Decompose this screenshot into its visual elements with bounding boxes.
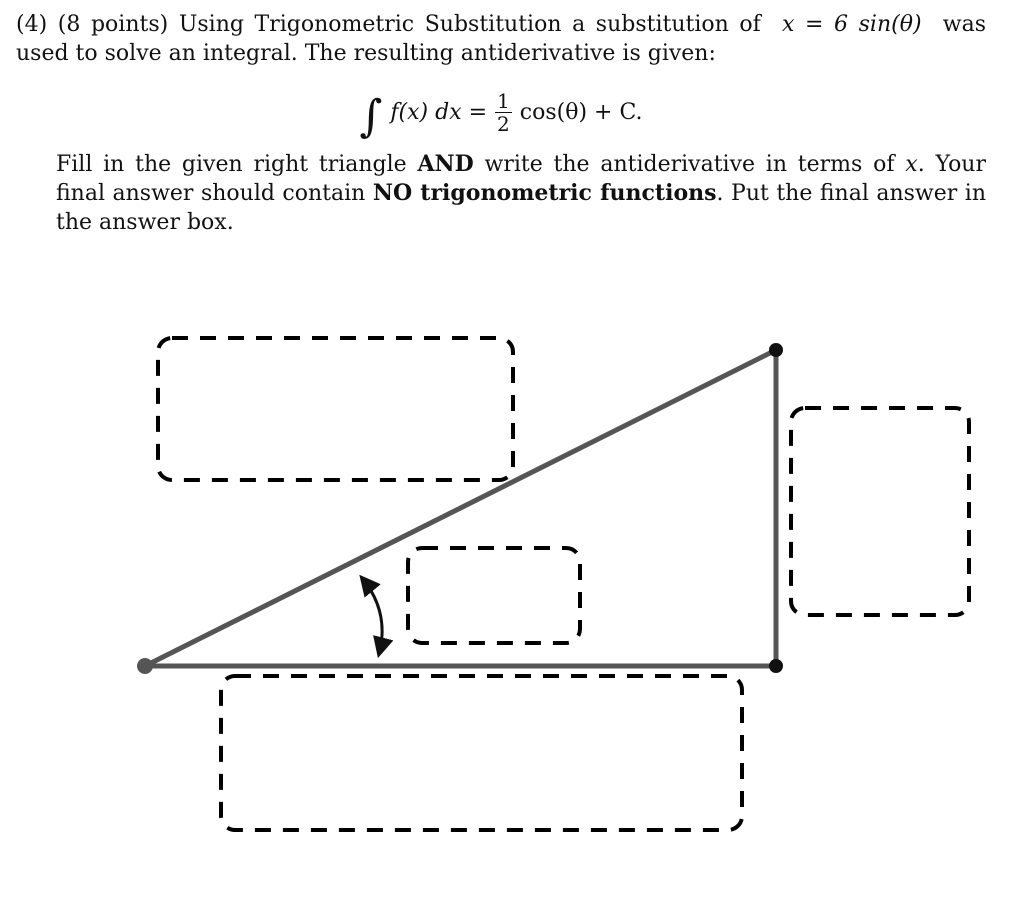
- opposite-answer-box[interactable]: [791, 408, 969, 615]
- fraction-denominator: 2: [497, 112, 510, 136]
- problem-number: (4): [16, 12, 48, 37]
- integrand: f(x) dx =: [390, 100, 488, 125]
- instructions-part3: . Your final answer should contain: [56, 152, 986, 206]
- angle-arc-icon: [362, 578, 382, 654]
- cosine-term: cos(θ) + C.: [519, 100, 643, 125]
- instructions-part4: . Put the final answer in the answer box.: [56, 181, 987, 235]
- instructions-bold-no-trig: NO trigonometric functions: [372, 180, 717, 206]
- instructions-bold-and: AND: [417, 151, 474, 177]
- vertex-right-angle: [769, 659, 783, 673]
- substitution-expression: x = 6 sin(θ): [782, 12, 922, 37]
- fraction-numerator: 1: [497, 89, 510, 113]
- vertex-top: [769, 343, 783, 357]
- hypotenuse-answer-box[interactable]: [158, 338, 513, 480]
- problem-points: (8 points): [57, 12, 169, 37]
- instructions-part2: write the antiderivative in terms of: [484, 152, 895, 177]
- instructions-part1: Fill in the given right triangle: [56, 152, 407, 177]
- intro-after: was used to solve an integral. The resulting antiderivative is given:: [16, 12, 987, 66]
- adjacent-answer-box[interactable]: [221, 676, 742, 830]
- vertex-angle-theta: [137, 658, 153, 674]
- intro-before: Using Trigonometric Substitution a substitution of: [178, 12, 761, 37]
- integral-sign: ∫: [359, 90, 383, 142]
- angle-answer-box[interactable]: [408, 548, 580, 643]
- hypotenuse-line: [145, 350, 776, 666]
- instructions-variable: x: [905, 152, 918, 177]
